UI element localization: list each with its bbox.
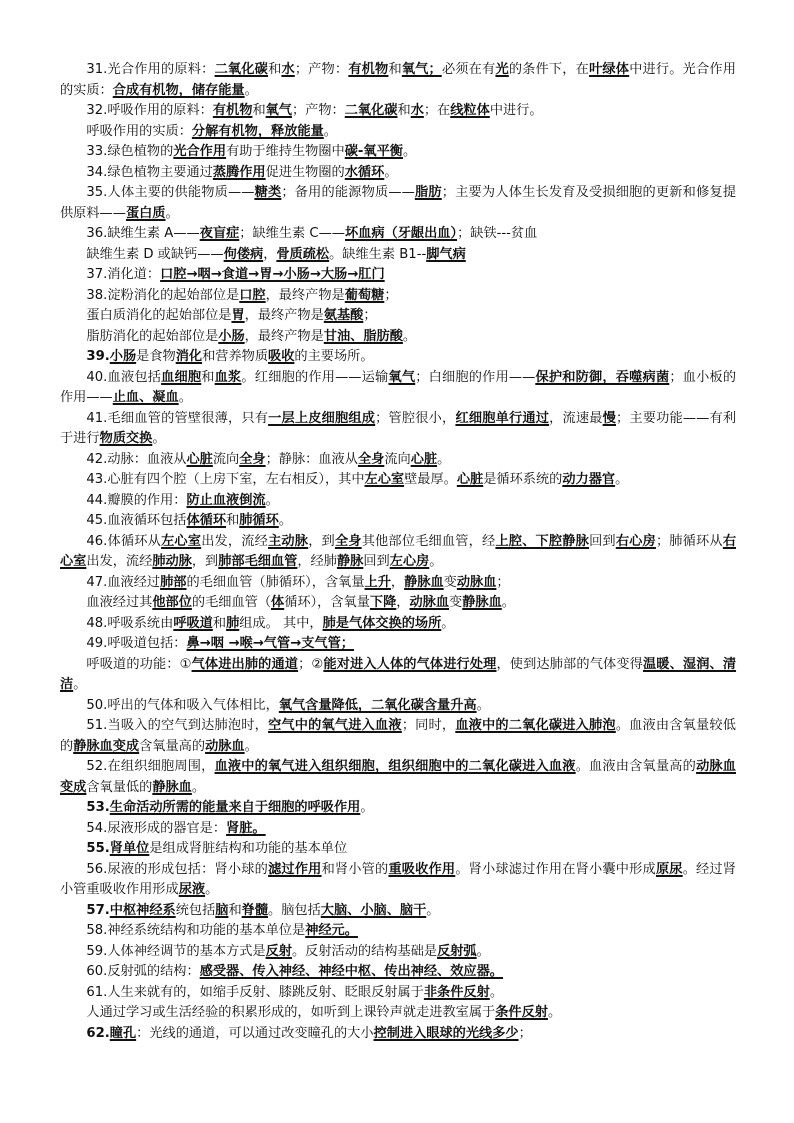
text-segment: 流向: [212, 451, 240, 467]
paragraph-p53: [60, 798, 736, 819]
text-segment: 促进生物圈的: [265, 164, 345, 180]
key-term: 脚气病: [426, 246, 466, 262]
text-segment: 。: [402, 144, 417, 159]
text-segment: ；白细胞的作用——: [415, 369, 536, 385]
text-segment: ；产物：: [294, 62, 349, 77]
text-segment: ，: [390, 574, 405, 590]
key-term: 瞳孔: [109, 1025, 137, 1041]
key-term: 动脉血: [409, 595, 450, 610]
key-term: 脊髓: [241, 902, 269, 918]
text-segment: 。: [429, 554, 443, 569]
text-segment: ，到: [191, 554, 219, 569]
text-segment: ；: [518, 1025, 532, 1041]
key-term: 一层上皮细胞组成: [268, 410, 376, 426]
key-term: 静脉血变成: [73, 738, 140, 754]
text-segment: 49.呼吸道包括：: [86, 636, 187, 651]
text-segment: 。: [441, 615, 455, 631]
text-segment: 出发，流经: [201, 533, 269, 549]
key-term: 血浆: [214, 369, 242, 385]
text-segment: 59.人体神经调节的基本方式是: [86, 943, 266, 959]
paragraph-p36b: [60, 245, 736, 266]
key-term: 光: [495, 62, 509, 77]
text-segment: 呼吸作用的实质：: [86, 123, 192, 139]
text-segment: 和营养物质: [202, 349, 269, 364]
key-term: 重吸收作用: [388, 861, 456, 877]
key-term: 上腔、下腔静脉: [495, 533, 590, 549]
key-term: 血细胞: [161, 369, 202, 385]
text-segment: 脂肪消化的起始部位是: [86, 328, 219, 344]
key-term: 中枢神经系: [109, 902, 176, 918]
paragraph-p58: [60, 921, 736, 942]
text-segment: 43.心脏有四个腔（上房下室，左右相反），其中: [86, 472, 365, 487]
text-segment: ；: [384, 287, 398, 303]
key-term: 有机物: [212, 103, 253, 118]
paragraph-p61b: [60, 1003, 736, 1024]
text-segment: 呼吸道的功能：①: [86, 656, 192, 672]
paragraph-p35: [60, 183, 736, 224]
key-term: 静脉: [336, 554, 364, 569]
text-segment: 含氧量低的: [86, 779, 153, 795]
key-term: 肺部毛细血管: [218, 554, 298, 569]
key-term: 能对进入人体的气体进行处理: [323, 656, 497, 672]
text-segment: 。: [165, 205, 179, 221]
text-segment: 其他部位毛细血管，经: [361, 533, 496, 549]
text-segment: 60.反射弧的结构：: [86, 964, 200, 979]
text-segment: ；血小板的作用——: [60, 369, 737, 405]
key-term: 动脉血: [456, 574, 497, 590]
key-term: 肺是气体交换的场所: [322, 615, 442, 631]
text-segment: 和: [201, 369, 215, 385]
text-segment: 。: [426, 902, 440, 918]
key-term: 小肠: [109, 349, 137, 364]
text-segment: 34.绿色植物主要通过: [86, 164, 213, 180]
paragraph-p38b: [60, 306, 736, 327]
text-segment: 回到: [363, 554, 390, 569]
text-segment: ；在: [423, 103, 451, 118]
paragraph-p34: [60, 163, 736, 184]
text-segment: 的毛细血管（: [191, 595, 272, 610]
text-segment: ；肺循环从: [655, 533, 723, 549]
text-segment: ；缺维生素 C——: [239, 226, 345, 241]
text-segment: 血液经过其: [86, 595, 153, 610]
paragraph-p54: [60, 819, 736, 840]
text-segment: 48.呼吸系统由: [86, 615, 174, 631]
text-segment: 是循环系统的: [483, 472, 563, 487]
key-term: 动脉血变成: [60, 759, 736, 795]
text-segment: 中进行。光合作用的实质：: [60, 62, 736, 98]
text-segment: 。: [360, 800, 374, 815]
text-segment: ；同时，: [401, 718, 456, 733]
text-segment: 缺维生素 D 或缺钙——: [86, 246, 224, 262]
key-term: 空气中的氧气进入血液: [268, 718, 402, 733]
key-term: 骨质疏松: [276, 246, 330, 262]
text-segment: 人通过学习或生活经验的积累形成的，如听到上课铃声就走进教室属于: [86, 1005, 496, 1020]
paragraph-p44: [60, 491, 736, 512]
text-segment: 和: [212, 615, 227, 631]
paragraph-p39: [60, 347, 736, 368]
document-body: [60, 60, 736, 1044]
text-segment: ，最终产物是: [265, 287, 345, 303]
text-segment: 的主要场所。: [294, 349, 374, 364]
text-segment: 壁最厚。: [404, 472, 457, 487]
key-term: 胃: [231, 308, 245, 323]
item-number: 53.: [86, 800, 110, 815]
key-term: 水: [281, 62, 295, 77]
text-segment: 是食物: [136, 349, 176, 364]
key-term: 光合作用: [173, 144, 227, 159]
key-term: 右心室: [60, 533, 736, 569]
text-segment: ；②: [298, 656, 324, 672]
item-number: 62.: [86, 1025, 110, 1041]
key-term: 糖类: [254, 185, 282, 200]
text-segment: 38.淀粉消化的起始部位是: [86, 287, 240, 303]
text-segment: 。: [178, 390, 192, 405]
key-term: 上升: [364, 574, 391, 590]
text-segment: ；主要功能——有利于进行: [60, 410, 737, 446]
text-segment: ，到: [308, 533, 335, 549]
paragraph-p31: [60, 60, 736, 101]
key-term: 下降: [369, 595, 397, 610]
text-segment: 的毛细血管（肺循环），含氧量: [186, 574, 365, 590]
key-term: 大脑、小脑、脑干: [320, 902, 427, 918]
text-segment: 。: [205, 882, 219, 897]
text-segment: ；主要为人体生长发育及受损细胞的更新和修复提供原料——: [60, 185, 737, 221]
text-segment: 和: [226, 513, 240, 528]
text-segment: 。: [615, 472, 629, 487]
text-segment: 回到: [589, 533, 616, 549]
key-term: 血液中的氧气进入组织细胞，组织细胞中的二氧化碳进入血液: [214, 759, 576, 774]
key-term: 氧气: [265, 103, 292, 118]
text-segment: ，最终产物是: [244, 328, 324, 344]
key-term: 动力器官: [562, 472, 616, 487]
key-term: 碳-氧平衡: [344, 144, 403, 159]
paragraph-p57: [60, 901, 736, 922]
text-segment: 。: [244, 82, 258, 98]
key-term: 叶绿体: [589, 62, 630, 77]
paragraph-p51: [60, 716, 736, 757]
key-term: 水循环: [344, 164, 385, 180]
item-number: 57.: [86, 902, 110, 918]
paragraph-p46: [60, 532, 736, 573]
key-term: 肺循环: [239, 513, 279, 528]
key-term: 肾单位: [109, 841, 150, 856]
key-term: 原尿: [655, 861, 683, 877]
text-segment: ；管腔很小，: [375, 410, 456, 426]
paragraph-p40: [60, 368, 736, 409]
text-segment: ；: [496, 574, 510, 590]
key-term: 肺: [226, 615, 240, 631]
key-term: 慢: [602, 410, 617, 426]
text-segment: 。肾小球滤过作用在肾小囊中形成: [455, 861, 656, 877]
text-segment: ：光线的通道，可以通过改变瞳孔的大小: [136, 1025, 374, 1041]
text-segment: 46.体循环从: [86, 533, 162, 549]
text-segment: 。: [547, 1005, 562, 1020]
key-term: 左心室: [161, 533, 202, 549]
paragraph-p60: [60, 962, 736, 983]
text-segment: 统包括: [175, 902, 216, 918]
text-segment: 44.瓣膜的作用：: [86, 492, 187, 508]
text-segment: 必须在有: [441, 62, 496, 77]
text-segment: ；备用的能源物质——: [281, 185, 415, 200]
key-term: 夜盲症: [199, 226, 240, 241]
key-term: 气体进出肺的通道: [191, 656, 299, 672]
key-term: 左心室: [364, 472, 405, 487]
paragraph-p49b: [60, 655, 736, 696]
key-term: 水: [410, 103, 424, 118]
text-segment: 和: [252, 103, 266, 118]
text-segment: 。: [323, 123, 337, 139]
text-segment: 32.呼吸作用的原料：: [86, 103, 213, 118]
paragraph-p42: [60, 450, 736, 471]
text-segment: 56.尿液的形成包括：肾小球的: [86, 861, 269, 877]
key-term: 蒸腾作用: [212, 164, 266, 180]
text-segment: 和: [397, 103, 411, 118]
key-term: 氨基酸: [323, 308, 364, 323]
key-term: 左心房: [389, 554, 430, 569]
text-segment: 。红细胞的作用——运输: [241, 369, 389, 385]
key-term: 心脏: [186, 451, 213, 467]
paragraph-p45: [60, 511, 736, 532]
text-segment: 。: [73, 677, 87, 692]
text-segment: ，经肺: [297, 554, 337, 569]
text-segment: 41.毛细血管的管壁很薄，只有: [86, 410, 269, 426]
paragraph-p32: [60, 101, 736, 122]
text-segment: 。血液由含氧量较低的: [60, 718, 736, 754]
key-term: 脑: [215, 902, 229, 918]
key-term: 全身: [334, 533, 362, 549]
text-segment: 是组成肾脏结构和功能的基本单位: [149, 841, 348, 856]
text-segment: 54.尿液形成的器官是：: [86, 820, 227, 836]
text-segment: 。经过肾小管重吸收作用形成: [60, 861, 736, 897]
text-segment: 。: [437, 451, 451, 467]
text-segment: ，: [396, 595, 410, 610]
paragraph-p38: [60, 286, 736, 307]
key-term: 动脉血: [205, 738, 245, 754]
text-segment: 。血液由含氧量高的: [575, 759, 697, 774]
text-segment: 51.当吸入的空气到达肺泡时，: [86, 718, 269, 733]
key-term: 体: [271, 595, 285, 610]
text-segment: 。: [265, 492, 279, 508]
key-term: 肺动脉: [152, 554, 192, 569]
key-term: 二氧化碳: [344, 103, 398, 118]
key-term: 右心房: [615, 533, 656, 549]
key-term: 氧气；: [401, 62, 442, 77]
key-term: 条件反射: [495, 1005, 548, 1020]
text-segment: 50.呼出的气体和吸入气体相比，: [86, 697, 279, 713]
key-term: 防止血液倒流: [186, 492, 266, 508]
paragraph-p48: [60, 614, 736, 635]
text-segment: 45.血液循环包括: [86, 513, 187, 528]
key-term: 葡萄糖: [344, 287, 385, 303]
key-term: 氧气含量降低，二氧化碳含量升高: [278, 697, 477, 713]
text-segment: 和: [228, 902, 242, 918]
key-term: 非条件反射: [423, 984, 490, 1000]
key-term: 合成有机物，储存能量: [112, 82, 245, 98]
text-segment: 35.人体主要的供能物质——: [86, 185, 255, 200]
key-term: 体循环: [186, 513, 227, 528]
paragraph-p32b: [60, 122, 736, 143]
key-term: 感受器、传入神经、神经中枢、传出神经、效应器。: [199, 964, 503, 979]
key-term: 小肠: [218, 328, 245, 344]
text-segment: 。: [191, 779, 206, 795]
text-segment: 。脑包括: [268, 902, 321, 918]
text-segment: 变: [449, 595, 463, 610]
text-segment: ，使到达肺部的气体变得: [496, 656, 643, 672]
item-number: 39.: [86, 349, 110, 364]
text-segment: ，流速最: [549, 410, 603, 426]
text-segment: 含氧量高的: [139, 738, 206, 754]
key-term: 神经元。: [305, 923, 358, 938]
paragraph-p59: [60, 942, 736, 963]
key-term: 口腔: [239, 287, 266, 303]
key-term: 血液中的二氧化碳进入肺泡: [455, 718, 616, 733]
text-segment: 42.动脉：血液从: [86, 451, 187, 467]
text-segment: ；静脉：血液从: [265, 451, 358, 467]
text-segment: 循环），含氧量: [284, 595, 370, 610]
key-term: 有机物: [348, 62, 389, 77]
text-segment: 47.血液经过: [86, 574, 161, 590]
key-term: 静脉血: [152, 779, 192, 795]
key-term: 全身: [357, 451, 385, 467]
text-segment: 52.在组织细胞周围，: [86, 759, 215, 774]
key-term: 反射弧: [437, 943, 477, 959]
text-segment: 37.消化道：: [86, 267, 161, 282]
key-term: 脂肪: [414, 185, 442, 200]
paragraph-p61: [60, 983, 736, 1004]
text-segment: 。: [152, 431, 166, 446]
key-term: 线粒体: [450, 103, 490, 118]
text-segment: 。: [489, 984, 503, 1000]
text-segment: 。: [476, 943, 490, 959]
paragraph-p50: [60, 696, 736, 717]
text-segment: 。: [402, 328, 417, 344]
key-term: 物质交换: [99, 431, 153, 446]
text-segment: 。: [501, 595, 515, 610]
text-segment: 出发，流经: [86, 554, 153, 569]
key-term: 蛋白质: [125, 205, 166, 221]
paragraph-p36: [60, 224, 736, 245]
paragraph-p49: [60, 634, 736, 655]
paragraph-p47b: [60, 593, 736, 614]
text-segment: 和: [388, 62, 402, 77]
paragraph-p37: [60, 265, 736, 286]
paragraph-p43: [60, 470, 736, 491]
paragraph-p62: [60, 1024, 736, 1045]
text-segment: 有助于维持生物圈中: [226, 144, 345, 159]
key-term: 主动脉: [268, 533, 309, 549]
text-segment: ，: [263, 246, 277, 262]
key-term: 坏血病（牙龈出血）: [344, 226, 458, 241]
key-term: 肺部: [160, 574, 187, 590]
key-term: 他部位: [152, 595, 192, 610]
paragraph-p33: [60, 142, 736, 163]
key-term: 全身: [239, 451, 266, 467]
text-segment: 。: [476, 697, 490, 713]
text-segment: 58.神经系统结构和功能的基本单位是: [86, 923, 306, 938]
text-segment: 。缺维生素 B1--: [329, 246, 427, 262]
paragraph-p56: [60, 860, 736, 901]
key-term: 反射: [265, 943, 292, 959]
text-segment: 。: [278, 513, 292, 528]
key-term: 温暖、湿润、清洁: [60, 656, 737, 692]
item-number: 55.: [86, 841, 110, 856]
text-segment: ；缺铁---贫血: [457, 226, 538, 241]
text-segment: ，最终产物是: [244, 308, 324, 323]
key-term: 分解有机物，释放能量: [191, 123, 324, 139]
key-term: 鼻→咽 →喉→气管→支气管；: [186, 636, 354, 651]
key-term: 吸收: [268, 349, 295, 364]
key-term: 心脏: [456, 472, 484, 487]
text-segment: 流向: [384, 451, 411, 467]
text-segment: 中进行。: [489, 103, 543, 118]
key-term: 氧气: [388, 369, 416, 385]
key-term: 佝偻病: [223, 246, 264, 262]
key-term: 止血、凝血: [112, 390, 179, 405]
key-term: 控制进入眼球的光线多少: [373, 1025, 519, 1041]
key-term: 肾脏。: [226, 820, 266, 836]
text-segment: 31.光合作用的原料：: [86, 62, 215, 77]
key-term: 滤过作用: [268, 861, 322, 877]
key-term: 甘油、脂肪酸: [323, 328, 403, 344]
text-segment: 组成。 其中，: [239, 615, 323, 631]
text-segment: 和肾小管的: [321, 861, 389, 877]
text-segment: 36.缺维生素 A——: [86, 226, 200, 241]
paragraph-p52: [60, 757, 736, 798]
key-term: 二氧化碳: [214, 62, 269, 77]
text-segment: ；: [363, 308, 377, 323]
key-term: 消化: [175, 349, 203, 364]
text-segment: 。: [384, 164, 398, 180]
text-segment: 和: [268, 62, 282, 77]
text-segment: 。反射活动的结构基础是: [292, 943, 438, 959]
paragraph-p55: [60, 839, 736, 860]
text-segment: 蛋白质消化的起始部位是: [86, 308, 232, 323]
key-term: 静脉血: [404, 574, 444, 590]
text-segment: 40.血液包括: [86, 369, 162, 385]
key-term: 红细胞单行通过: [455, 410, 550, 426]
key-term: 尿液: [178, 882, 206, 897]
key-term: 静脉血: [462, 595, 502, 610]
text-segment: 的条件下，在: [508, 62, 590, 77]
text-segment: 变: [443, 574, 457, 590]
text-segment: 61.人生来就有的，如缩手反射、膝跳反射、眨眼反射属于: [86, 984, 424, 1000]
key-term: 呼吸道: [173, 615, 213, 631]
key-term: 心脏: [410, 451, 438, 467]
paragraph-p41: [60, 409, 736, 450]
key-term: 保护和防御，吞噬病菌: [535, 369, 670, 385]
paragraph-p47: [60, 573, 736, 594]
text-segment: ；产物：: [292, 103, 345, 118]
text-segment: 33.绿色植物的: [86, 144, 174, 159]
paragraph-p38c: [60, 327, 736, 348]
key-term: 生命活动所需的能量来自于细胞的呼吸作用: [109, 800, 361, 815]
key-term: 口腔→咽→食道→胃→小肠→大肠→肛门: [160, 267, 385, 282]
text-segment: 。: [244, 738, 258, 754]
